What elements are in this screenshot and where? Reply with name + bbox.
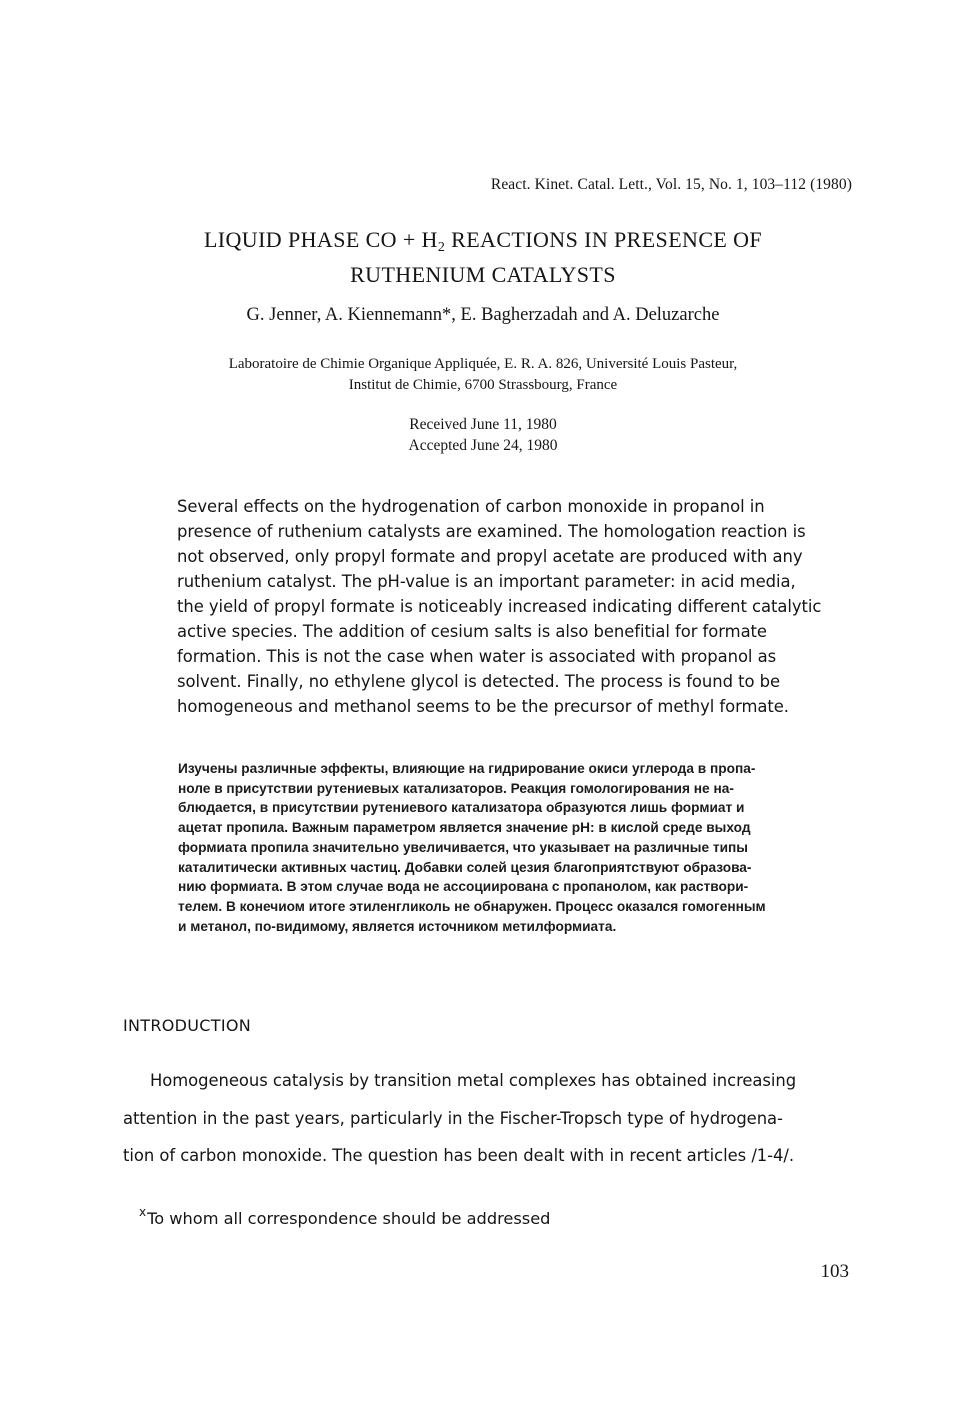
author-list: G. Jenner, A. Kiennemann*, E. Bagherzadah and A. Deluzarche [246, 305, 720, 325]
page-number: 103 [820, 1261, 849, 1282]
abstract-line: ruthenium catalyst. The pH-value is an important parameter: in acid media, [177, 572, 796, 591]
title-subscript: 2 [437, 240, 446, 255]
abstract-line: Several effects on the hydrogenation of carbon monoxide in propanol in [177, 497, 765, 516]
journal-reference: React. Kinet. Catal. Lett., Vol. 15, No. 1, 103–112 (1980) [490, 176, 852, 193]
abstract-ru-line: Изучены различные эффекты, влияющие на гидрирование окиси углерода в пропа- [178, 761, 756, 776]
abstract-line: solvent. Finally, no ethylene glycol is detected. The process is found to be [177, 672, 780, 691]
abstract-line: not observed, only propyl formate and propyl acetate are produced with any [177, 547, 803, 566]
accepted-date: Accepted June 24, 1980 [408, 437, 558, 454]
submission-dates [0, 414, 966, 456]
abstract-russian [178, 759, 868, 936]
abstract-ru-line: телем. В конечиом итоге этиленгликоль не обнаружен. Процесс оказался гомогенным [178, 898, 766, 914]
abstract-ru-line: блюдается, в присутствии рутениевого катализатора образуются лишь формиат и [178, 800, 745, 816]
paper-title [0, 226, 966, 288]
abstract-line: the yield of propyl formate is noticeably increased indicating different catalytic [177, 597, 822, 616]
section-heading-introduction: INTRODUCTION [123, 1016, 252, 1035]
abstract-ru-line: каталитически активных частиц. Добавки солей цезия благоприятствуют образова- [178, 859, 752, 875]
affiliation-line: Institut de Chimie, 6700 Strassbourg, France [348, 377, 618, 393]
title-line-2: RUTHENIUM CATALYSTS [350, 262, 616, 287]
abstract-line: homogeneous and methanol seems to be the precursor of methyl formate. [177, 697, 789, 716]
abstract-english [177, 494, 877, 719]
intro-line: Homogeneous catalysis by transition metal complexes has obtained increasing [150, 1071, 797, 1090]
affiliation [0, 354, 966, 396]
abstract-line: formation. This is not the case when water is associated with propanol as [177, 647, 777, 666]
abstract-line: active species. The addition of cesium salts is also benefitial for formate [177, 622, 767, 641]
abstract-line: presence of ruthenium catalysts are examined. The homologation reaction is [177, 522, 806, 541]
intro-line: tion of carbon monoxide. The question has been dealt with in recent articles /1-4/. [123, 1146, 795, 1165]
abstract-ru-line: формиата пропила значительно увеличивается, что указывает на различные типы [178, 839, 748, 855]
abstract-ru-line: нию формиата. В этом случае вода не ассоциирована с пропанолом, как раствори- [178, 879, 749, 895]
title-line-1 [0, 226, 966, 261]
intro-line: attention in the past years, particularly in the Fischer-Tropsch type of hydrogena- [123, 1108, 783, 1128]
abstract-ru-line: ноле в присутствии рутениевых катализаторов. Реакция гомологирования не на- [178, 780, 734, 796]
affiliation-line: Laboratoire de Chimie Organique Appliquée, E. R. A. 826, Université Louis Pasteur, [228, 356, 738, 372]
abstract-ru-line: и метанол, по-видимому, является источником метилформиата. [178, 918, 617, 934]
introduction-paragraph [123, 1062, 863, 1175]
title-line-1-post: REACTIONS IN PRESENCE OF [445, 227, 763, 252]
abstract-ru-line: ацетат пропила. Важным параметром является значение pH: в кислой среде выход [178, 820, 751, 836]
footnote-mark: x [139, 1205, 147, 1219]
footnote-text: To whom all correspondence should be addressed [147, 1209, 551, 1228]
correspondence-footnote [139, 1205, 550, 1228]
received-date: Received June 11, 1980 [409, 416, 557, 433]
title-line-1-pre: LIQUID PHASE CO + H [203, 227, 438, 252]
